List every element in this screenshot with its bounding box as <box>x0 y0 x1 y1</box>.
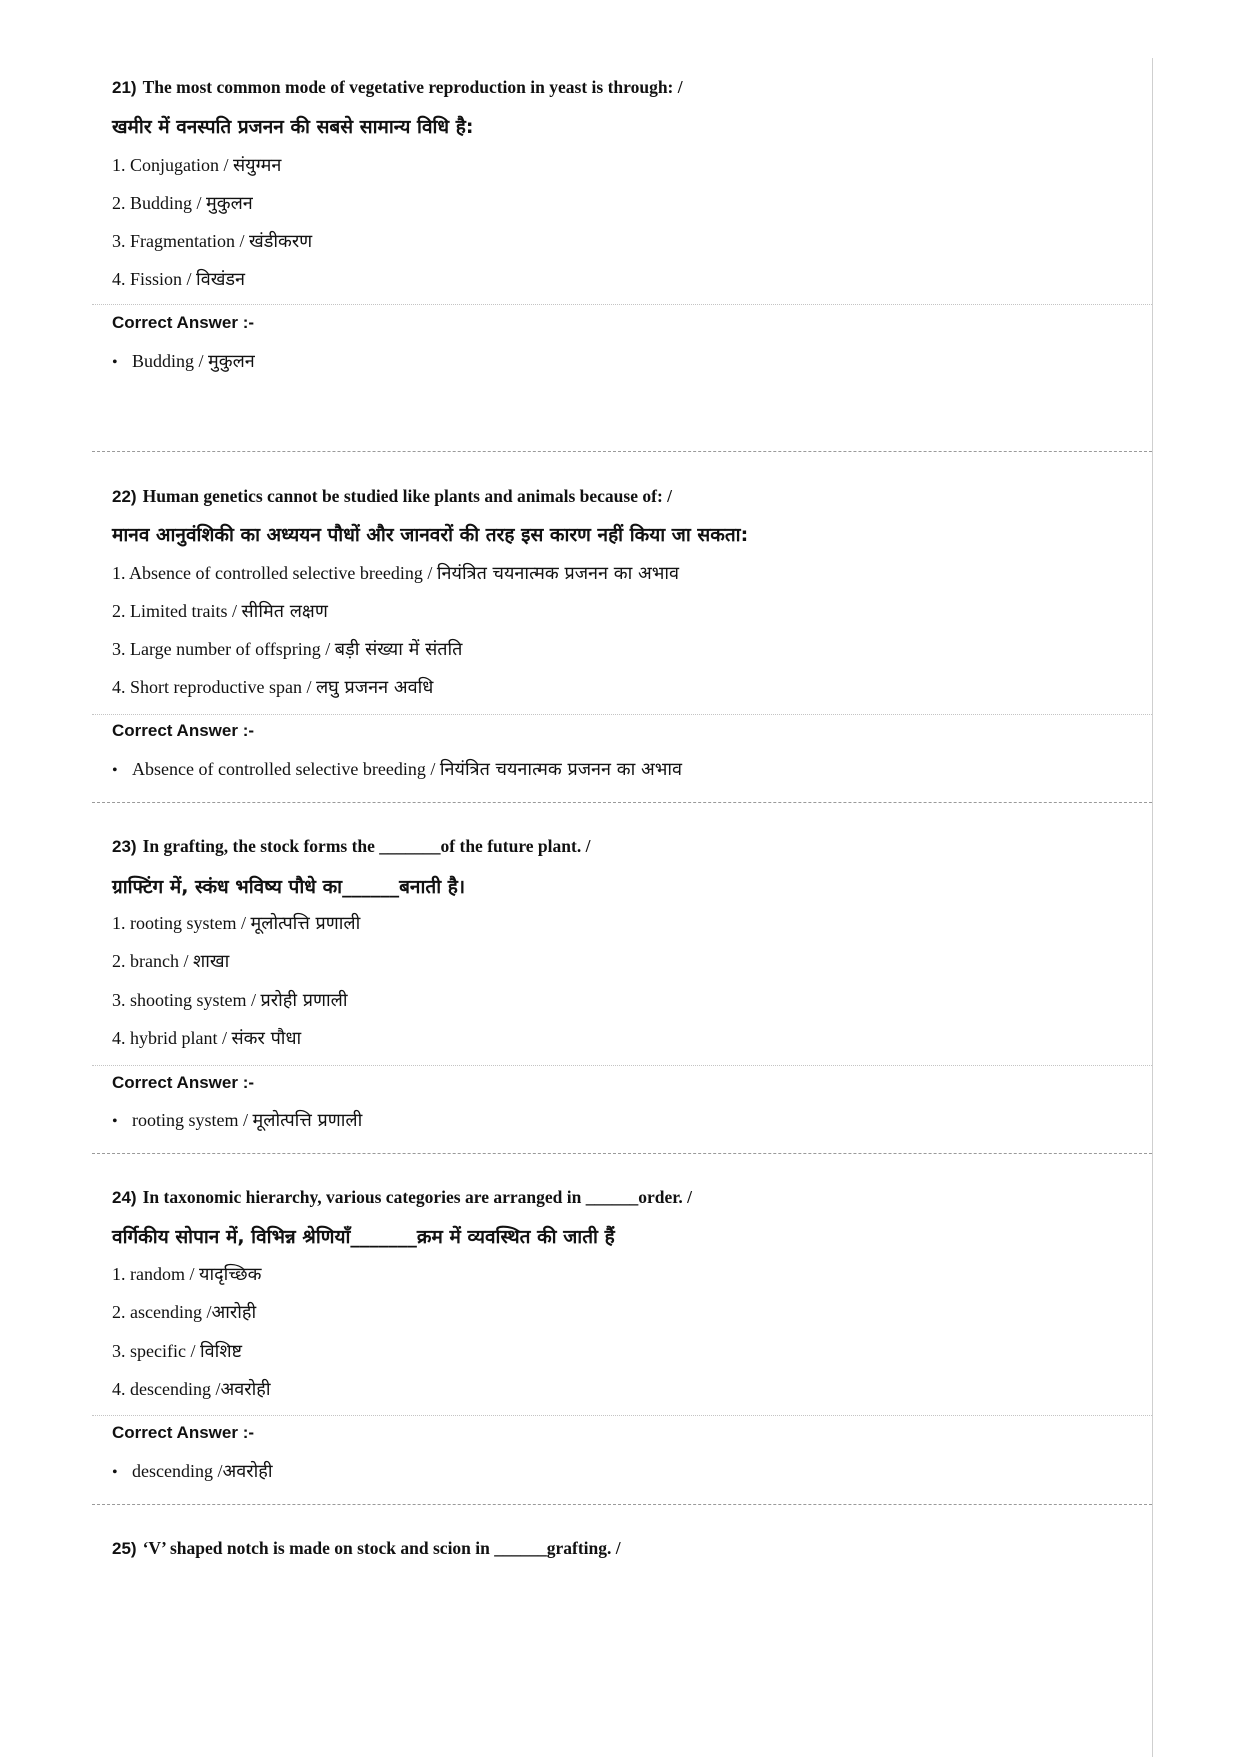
option: 1. random / यादृच्छिक <box>112 1264 262 1285</box>
question-text-english: 24) In taxonomic hierarchy, various categories are arranged in ______order. / <box>112 1187 692 1207</box>
divider <box>92 1065 1152 1066</box>
question-number: 21) <box>112 78 137 97</box>
correct-answer: • descending /अवरोही <box>112 1461 273 1482</box>
option: 2. ascending /आरोही <box>112 1302 257 1323</box>
option: 1. rooting system / मूलोत्पत्ति प्रणाली <box>112 913 361 934</box>
question-number: 24) <box>112 1188 137 1207</box>
question-number: 23) <box>112 837 137 856</box>
bullet-icon: • <box>112 1113 118 1130</box>
question-number: 22) <box>112 487 137 506</box>
question-text-english: 23) In grafting, the stock forms the _______of the future plant. / <box>112 836 591 856</box>
correct-answer: • Absence of controlled selective breeding / नियंत्रित चयनात्मक प्रजनन का अभाव <box>112 759 683 780</box>
option: 3. specific / विशिष्ट <box>112 1341 243 1362</box>
option: 1. Absence of controlled selective breeding / नियंत्रित चयनात्मक प्रजनन का अभाव <box>112 563 680 584</box>
question-text-hindi: मानव आनुवंशिकी का अध्ययन पौधों और जानवरों की तरह इस कारण नहीं किया जा सकता: <box>112 524 749 546</box>
bullet-icon: • <box>112 1464 118 1481</box>
option: 3. Fragmentation / खंडीकरण <box>112 231 313 252</box>
option: 3. shooting system / प्ररोही प्रणाली <box>112 990 348 1011</box>
option: 2. Budding / मुकुलन <box>112 193 253 214</box>
divider <box>92 714 1152 715</box>
correct-answer-label: Correct Answer :- <box>112 721 255 740</box>
correct-answer-label: Correct Answer :- <box>112 1423 255 1442</box>
bullet-icon: • <box>112 354 118 371</box>
question-block <box>92 803 1152 1154</box>
question-text-hindi: ग्राफ्टिंग में, स्कंध भविष्य पौधे का______बनाती है। <box>112 876 466 898</box>
question-text-english: 22) Human genetics cannot be studied like plants and animals because of: / <box>112 486 673 506</box>
correct-answer: • Budding / मुकुलन <box>112 351 255 372</box>
option: 3. Large number of offspring / बड़ी संख्या में संतति <box>112 639 463 660</box>
correct-answer: • rooting system / मूलोत्पत्ति प्रणाली <box>112 1110 363 1131</box>
option: 4. hybrid plant / संकर पौधा <box>112 1028 302 1049</box>
question-block <box>92 58 1152 452</box>
option: 4. Short reproductive span / लघु प्रजनन अवधि <box>112 677 434 698</box>
question-block <box>92 1505 1152 1757</box>
question-text-hindi: वर्गिकीय सोपान में, विभिन्न श्रेणियाँ_______क्रम में व्यवस्थित की जाती हैं <box>112 1226 615 1248</box>
option: 1. Conjugation / संयुग्मन <box>112 155 282 176</box>
option: 4. descending /अवरोही <box>112 1379 271 1400</box>
correct-answer-label: Correct Answer :- <box>112 1073 255 1092</box>
option: 4. Fission / विखंडन <box>112 269 246 290</box>
divider <box>92 304 1152 305</box>
question-text-hindi: खमीर में वनस्पति प्रजनन की सबसे सामान्य विधि है: <box>112 116 474 138</box>
option: 2. branch / शाखा <box>112 951 230 972</box>
bullet-icon: • <box>112 762 118 779</box>
divider <box>92 1415 1152 1416</box>
option: 2. Limited traits / सीमित लक्षण <box>112 601 328 622</box>
question-block <box>92 452 1152 803</box>
question-paper-page <box>92 58 1153 1757</box>
question-text-english: 25) ‘V’ shaped notch is made on stock and scion in ______grafting. / <box>112 1538 621 1558</box>
question-text-english: 21) The most common mode of vegetative reproduction in yeast is through: / <box>112 77 683 97</box>
question-number: 25) <box>112 1539 137 1558</box>
question-block <box>92 1154 1152 1505</box>
correct-answer-label: Correct Answer :- <box>112 313 255 332</box>
